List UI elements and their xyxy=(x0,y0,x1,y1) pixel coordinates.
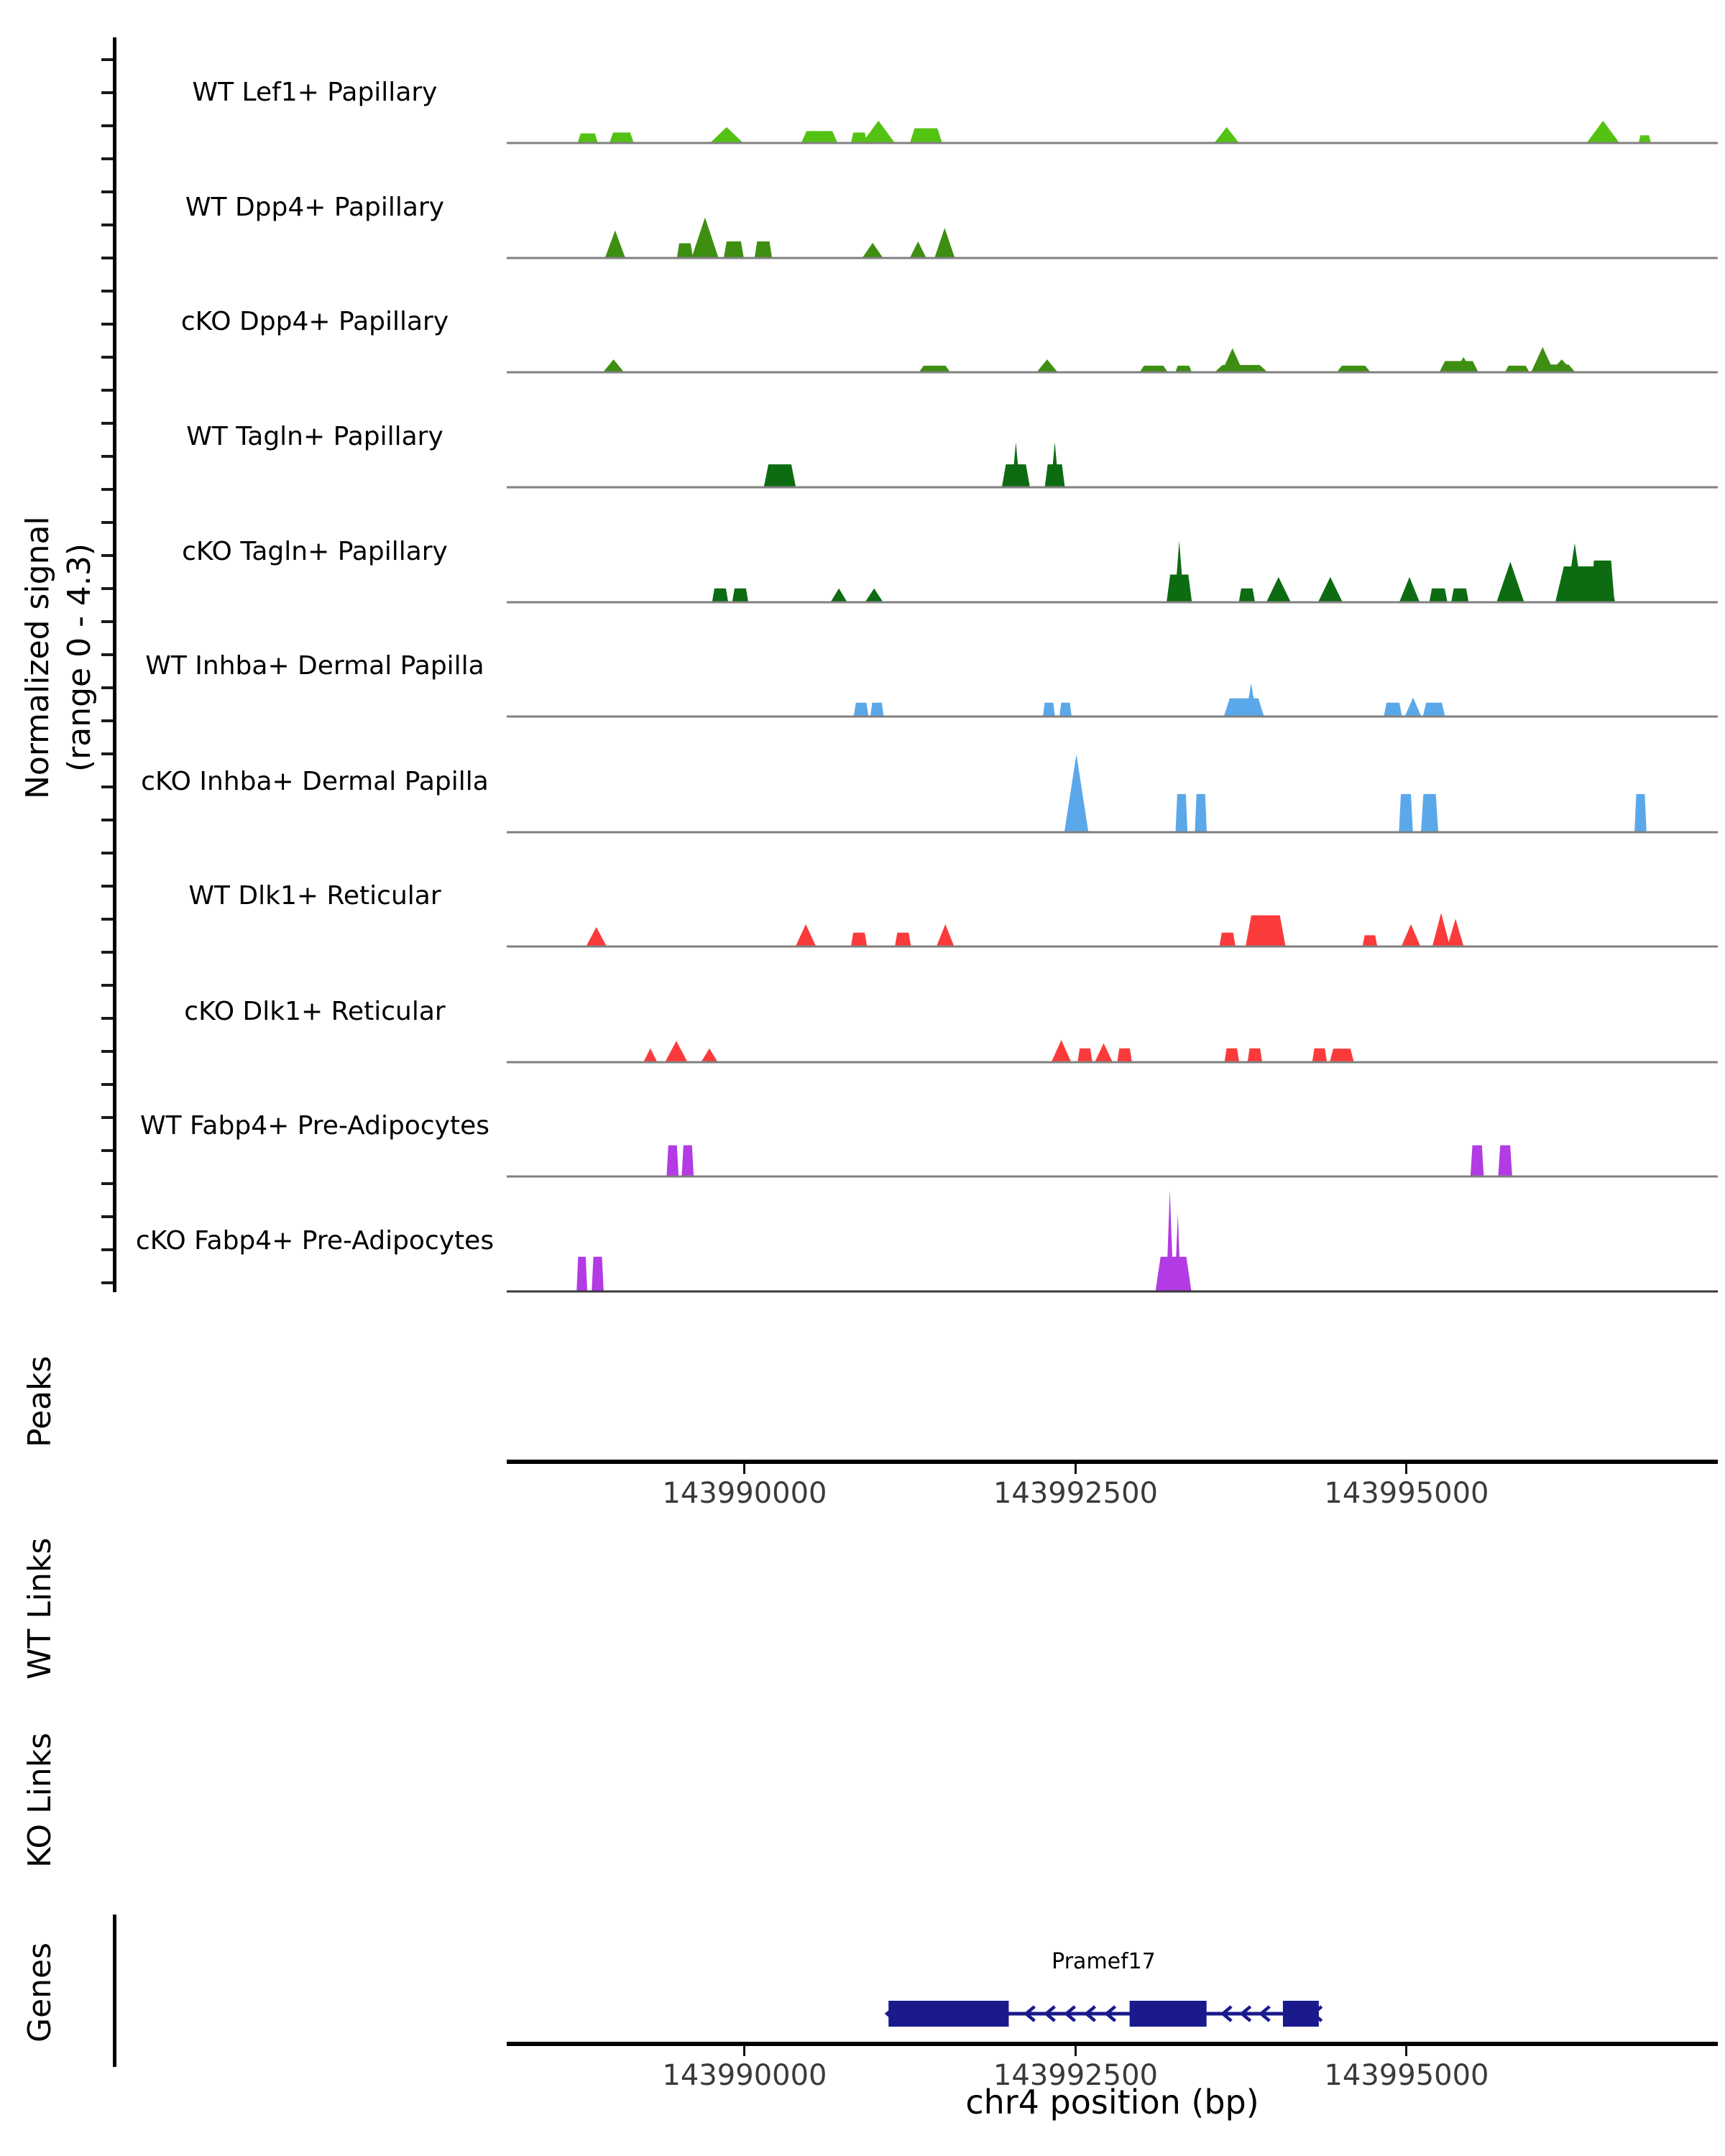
signal-peak xyxy=(1059,703,1072,716)
signal-peak xyxy=(1220,933,1236,946)
track-signal xyxy=(507,152,1718,260)
signal-peak xyxy=(1140,366,1167,372)
signal-peak xyxy=(862,243,883,257)
signal-peak xyxy=(692,218,719,257)
signal-peak xyxy=(1156,1257,1192,1291)
signal-axis-tick xyxy=(101,620,113,623)
signal-peak xyxy=(1176,794,1188,831)
signal-axis-tick xyxy=(101,752,113,755)
signal-peak xyxy=(711,127,742,142)
signal-peak xyxy=(764,464,796,487)
track-signal xyxy=(507,37,1718,145)
signal-peak xyxy=(1167,1190,1174,1291)
signal-peak xyxy=(1248,1049,1262,1061)
signal-peak xyxy=(1399,794,1412,831)
signal-axis-tick xyxy=(101,257,113,259)
track-signal xyxy=(507,1186,1718,1294)
signal-axis-tick xyxy=(101,587,113,590)
signal-peak xyxy=(605,231,625,257)
signal-peak xyxy=(1448,919,1463,946)
x-axis-tick-label: 143995000 xyxy=(1324,1477,1489,1510)
signal-peak xyxy=(1384,703,1402,716)
signal-peak xyxy=(1175,1214,1181,1291)
signal-axis-tick xyxy=(101,58,113,61)
signal-peak xyxy=(712,589,728,602)
signal-peak xyxy=(796,924,816,946)
signal-axis-tick xyxy=(101,819,113,821)
track-signal xyxy=(507,611,1718,719)
x-axis-tick xyxy=(1075,1464,1077,1474)
x-axis-tick-label: 143992500 xyxy=(993,2059,1158,2092)
signal-axis-tick xyxy=(101,984,113,987)
x-axis-line xyxy=(507,1460,1718,1464)
gene-name-label: Pramef17 xyxy=(1052,1949,1156,1974)
signal-axis-tick xyxy=(101,1281,113,1284)
signal-axis-tick xyxy=(101,157,113,160)
track-label: WT Dlk1+ Reticular xyxy=(188,881,441,911)
track-label: WT Fabp4+ Pre-Adipocytes xyxy=(140,1111,489,1141)
x-axis-tick xyxy=(1405,2046,1407,2056)
signal-peak xyxy=(919,366,949,372)
signal-peak xyxy=(677,243,693,257)
signal-peak xyxy=(934,228,954,257)
signal-peak xyxy=(865,589,883,602)
signal-axis-tick xyxy=(101,224,113,226)
signal-peak xyxy=(732,589,748,602)
signal-axis-tick xyxy=(101,951,113,954)
signal-peak xyxy=(1430,589,1448,602)
signal-peak xyxy=(1043,703,1055,716)
signal-peak xyxy=(610,132,633,142)
signal-peak xyxy=(578,134,598,142)
x-axis-line xyxy=(507,2042,1718,2046)
signal-axis-tick xyxy=(101,1083,113,1086)
signal-peak xyxy=(1266,577,1290,602)
signal-peak xyxy=(1215,127,1238,142)
x-axis-title: chr4 position (bp) xyxy=(965,2083,1259,2122)
gene-exon xyxy=(888,2001,1008,2027)
track-label: WT Dpp4+ Papillary xyxy=(185,193,445,222)
signal-peak xyxy=(1363,935,1377,946)
signal-peak xyxy=(1634,794,1647,831)
track-signal xyxy=(507,957,1718,1064)
signal-axis-tick xyxy=(101,455,113,458)
signal-peak xyxy=(1338,366,1370,372)
signal-axis-tick xyxy=(101,918,113,921)
signal-peak xyxy=(895,933,911,946)
signal-peak xyxy=(1195,794,1207,831)
x-axis-tick-label: 143990000 xyxy=(662,1477,827,1510)
section-label-genes: Genes xyxy=(22,1942,58,2043)
y-axis-label-line1: Normalized signal xyxy=(19,516,56,799)
track-signal xyxy=(507,841,1718,949)
track-signal xyxy=(507,1071,1718,1179)
signal-peak xyxy=(1117,1049,1131,1061)
track-label: WT Inhba+ Dermal Papilla xyxy=(145,651,484,681)
signal-axis-tick xyxy=(101,1182,113,1185)
signal-peak xyxy=(862,121,894,142)
x-axis-tick xyxy=(743,1464,745,1474)
track-label: cKO Dlk1+ Reticular xyxy=(184,997,446,1026)
signal-axis-tick xyxy=(101,1050,113,1053)
signal-peak xyxy=(1471,1146,1484,1176)
signal-peak xyxy=(870,703,883,716)
track-label: WT Tagln+ Papillary xyxy=(186,422,443,451)
signal-peak xyxy=(1451,589,1468,602)
x-axis-tick xyxy=(1405,1464,1407,1474)
signal-axis-tick xyxy=(101,852,113,854)
signal-peak xyxy=(724,241,744,257)
signal-peak xyxy=(1224,699,1264,716)
signal-peak xyxy=(1423,703,1445,716)
track-label: cKO Inhba+ Dermal Papilla xyxy=(141,767,489,796)
signal-axis-tick xyxy=(101,1149,113,1152)
signal-axis-tick xyxy=(101,124,113,127)
signal-peak xyxy=(1239,589,1255,602)
signal-peak xyxy=(801,131,837,142)
signal-peak xyxy=(682,1146,694,1176)
x-axis-tick-label: 143990000 xyxy=(662,2059,827,2092)
signal-peak xyxy=(644,1049,657,1061)
signal-peak xyxy=(831,589,847,602)
track-label: cKO Tagln+ Papillary xyxy=(182,537,448,566)
signal-peak xyxy=(1077,1049,1092,1061)
signal-peak xyxy=(592,1257,604,1291)
signal-peak xyxy=(1095,1044,1113,1061)
signal-peak xyxy=(1012,442,1020,487)
signal-peak xyxy=(937,924,954,946)
x-axis-tick xyxy=(743,2046,745,2056)
signal-peak xyxy=(851,933,867,946)
x-axis-tick-label: 143995000 xyxy=(1324,2059,1489,2092)
section-label-wt-links: WT Links xyxy=(22,1537,58,1680)
signal-peak xyxy=(1051,442,1059,487)
signal-peak xyxy=(702,1049,717,1061)
signal-peak xyxy=(1505,366,1529,372)
signal-peak xyxy=(910,128,942,142)
signal-peak xyxy=(1421,794,1438,831)
signal-peak xyxy=(910,241,926,257)
signal-peak xyxy=(1318,577,1342,602)
x-axis-tick-label: 143992500 xyxy=(993,1477,1158,1510)
signal-peak xyxy=(1330,1049,1353,1061)
track-signal xyxy=(507,497,1718,604)
gene-exon xyxy=(1130,2001,1207,2027)
track-label: cKO Fabp4+ Pre-Adipocytes xyxy=(135,1226,494,1256)
signal-peak xyxy=(604,359,624,372)
signal-peak xyxy=(1591,561,1614,602)
signal-peak xyxy=(1064,755,1088,831)
track-signal xyxy=(507,382,1718,489)
signal-peak xyxy=(1052,1040,1071,1061)
signal-axis-tick xyxy=(101,719,113,722)
signal-peak xyxy=(1587,121,1619,142)
signal-axis-tick xyxy=(101,389,113,392)
signal-peak xyxy=(755,241,772,257)
signal-peak xyxy=(1312,1049,1327,1061)
signal-axis-tick xyxy=(101,488,113,491)
track-signal xyxy=(507,267,1718,374)
signal-peak xyxy=(586,927,607,946)
signal-peak xyxy=(1432,913,1450,946)
signal-peak xyxy=(1225,1049,1239,1061)
signal-peak xyxy=(1639,135,1651,142)
track-label: WT Lef1+ Papillary xyxy=(192,78,438,107)
y-axis-label-line2: (range 0 - 4.3) xyxy=(61,543,98,773)
section-label-ko-links: KO Links xyxy=(22,1732,58,1869)
y-axis-label xyxy=(17,237,111,1078)
signal-peak xyxy=(1405,698,1421,716)
signal-peak xyxy=(1222,348,1243,372)
signal-peak xyxy=(1246,916,1285,946)
signal-peak xyxy=(1402,924,1420,946)
signal-peak xyxy=(854,703,868,716)
signal-peak xyxy=(666,1041,687,1061)
signal-peak xyxy=(1174,540,1184,602)
signal-axis-tick xyxy=(101,1215,113,1218)
track-label: cKO Dpp4+ Papillary xyxy=(180,307,449,336)
signal-peak xyxy=(1499,1146,1512,1176)
signal-peak xyxy=(1176,366,1192,372)
signal-peak xyxy=(576,1257,587,1291)
track-signal xyxy=(507,727,1718,834)
signal-axis-tick xyxy=(101,356,113,359)
section-label-peaks: Peaks xyxy=(22,1355,58,1448)
signal-axis-tick xyxy=(101,521,113,524)
genes-axis-line xyxy=(113,1915,116,2067)
signal-peak xyxy=(1399,577,1420,602)
signal-axis-tick xyxy=(101,686,113,689)
signal-peak xyxy=(667,1146,679,1176)
signal-axis-tick xyxy=(101,290,113,292)
signal-peak xyxy=(1496,562,1524,602)
signal-peak xyxy=(1037,359,1057,372)
x-axis-tick xyxy=(1075,2046,1077,2056)
